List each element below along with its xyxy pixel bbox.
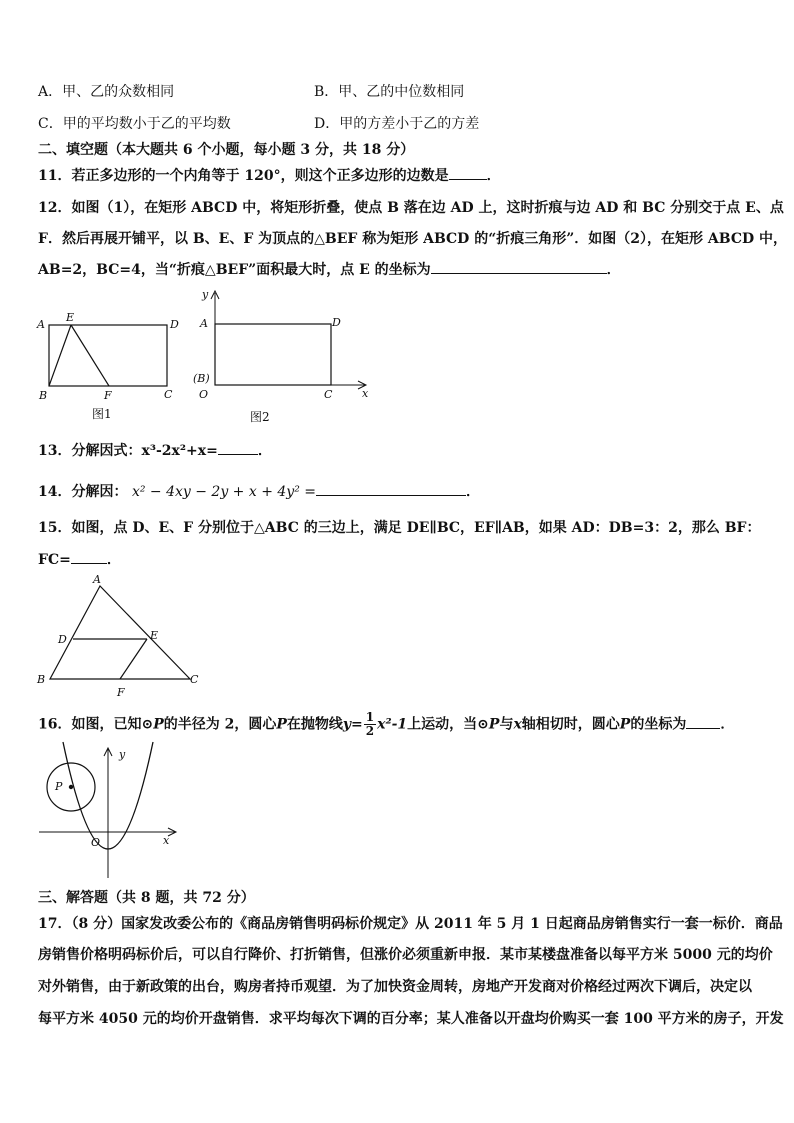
q16-y: y [342,716,352,733]
figure-2 [190,285,380,427]
question-17-line-3: 对外销售，由于新政策的出台，购房者持币观望．为了加快资金周转，房地产开发商对价格经过两次下调后，决定以 [38,979,752,995]
label-f: F [117,686,125,699]
option-a: A．甲、乙的众数相同 [38,84,175,100]
q16-pre: 16．如图，已知⊙ [38,716,154,733]
section-2-title: 二、填空题（本大题共 6 个小题，每小题 3 分，共 18 分） [38,142,415,158]
label-b-origin: (B) [193,372,210,385]
q12-text: AB=2，BC=4，当“折痕△BEF”面积最大时，点 E 的坐标为 [38,262,431,278]
label-e: E [150,629,159,642]
answer-blank [316,483,466,496]
q16-x: x [513,716,522,733]
label-b: B [39,389,48,402]
q14-expression: x² − 4xy − 2y + x + 4y² = [131,484,317,500]
figure-1 [30,305,185,425]
segment-ef [71,325,109,386]
label-b: B [37,673,46,686]
label-y: y [119,748,126,761]
label-x: x [362,387,369,400]
label-p: P [55,780,63,793]
q15-text: FC= [38,552,71,568]
label-x: x [163,834,170,847]
q13-end: ． [257,443,272,459]
answer-blank [449,167,487,180]
figure-1-caption: 图1 [92,407,112,421]
figure-2-caption: 图2 [250,410,270,424]
question-13 [38,442,272,460]
q16-mid6: 的坐标为 [630,716,687,733]
label-c: C [324,388,333,401]
answer-blank [686,716,720,729]
q14-end: ． [466,484,481,500]
fraction-one-half [364,711,376,738]
q16-x-squared: x²-1 [377,716,408,733]
q16-eq: = [351,716,363,733]
answer-blank [431,261,607,274]
question-16 [38,711,734,738]
question-15-line-2 [38,551,121,569]
q16-p2: P [276,716,287,733]
q16-end: ． [720,716,735,733]
fraction-denominator: 2 [365,724,375,738]
q13-text: 13．分解因式：x³-2x²+x= [38,443,218,459]
q16-p3: P [488,716,500,733]
q16-p4: P [619,716,631,733]
label-a: A [37,318,45,331]
label-o: O [91,836,101,849]
question-14 [38,483,480,501]
label-d: D [58,633,67,646]
section-3-title: 三、解答题（共 8 题，共 72 分） [38,890,255,906]
question-12-line-3 [38,261,621,279]
question-17-line-1: 17．（8 分）国家发改委公布的《商品房销售明码标价规定》从 2011 年 5 月 1 日起商品房销售实行一套一标价．商品 [38,916,783,932]
label-y: y [202,288,209,301]
label-a: A [200,317,208,330]
question-12-line-1: 12．如图（1），在矩形 ABCD 中，将矩形折叠，使点 B 落在边 AD 上，这时折痕与边 AD 和 BC 分别交于点 E、点 [38,200,784,216]
question-12-line-2: F．然后再展开铺平，以 B、E、F 为顶点的△BEF 称为矩形 ABCD 的“折痕三角形”．如图（2），在矩形 ABCD 中， [38,231,788,247]
figure-triangle [32,572,212,700]
label-c: C [164,388,173,401]
question-17-line-4: 每平方米 4050 元的均价开盘销售．求平均每次下调的百分率；某人准备以开盘均价购买一套 100 平方米的房子，开发 [38,1011,784,1027]
segment-ef [120,639,147,679]
label-f: F [104,389,112,402]
label-a: A [93,573,101,586]
center-point-p [69,785,73,789]
q16-p1: P [153,716,164,733]
label-c: C [190,673,199,686]
option-d: D．甲的方差小于乙的方差 [314,116,480,132]
rectangle-abcd [49,325,167,386]
answer-blank [71,551,107,564]
q11-text: 11．若正多边形的一个内角等于 120°，则这个正多边形的边数是 [38,168,449,184]
option-c: C．甲的平均数小于乙的平均数 [38,116,231,132]
label-d: D [170,318,179,331]
q16-mid4: 与 [499,716,514,733]
segment-be [49,325,71,386]
q12-end: ． [606,262,621,278]
option-b: B．甲、乙的中位数相同 [314,84,465,100]
figure-parabola [36,740,184,882]
q11-end: ． [486,168,501,184]
label-e: E [66,311,75,324]
rectangle-abcd [215,324,331,385]
q15-end: ． [106,552,121,568]
question-17-line-2: 房销售价格明码标价后，可以自行降价、打折销售，但涨价必须重新申报．某市某楼盘准备以每平方米 5000 元的均价 [38,947,773,963]
q16-mid5: 轴相切时，圆心 [521,716,620,733]
q16-mid2: 在抛物线 [286,716,343,733]
q16-mid3: 上运动，当⊙ [407,716,489,733]
question-11 [38,167,501,185]
label-o: O [199,388,209,401]
q16-mid1: 的半径为 2，圆心 [163,716,277,733]
fraction-numerator: 1 [365,710,375,724]
answer-blank [218,442,258,455]
triangle-abc [50,586,190,679]
question-15-line-1: 15．如图，点 D、E、F 分别位于△ABC 的三边上，满足 DE∥BC，EF∥AB，如果 AD：DB=3：2，那么 BF： [38,520,761,536]
label-d: D [332,316,341,329]
q14-text: 14．分解因： [38,484,128,500]
